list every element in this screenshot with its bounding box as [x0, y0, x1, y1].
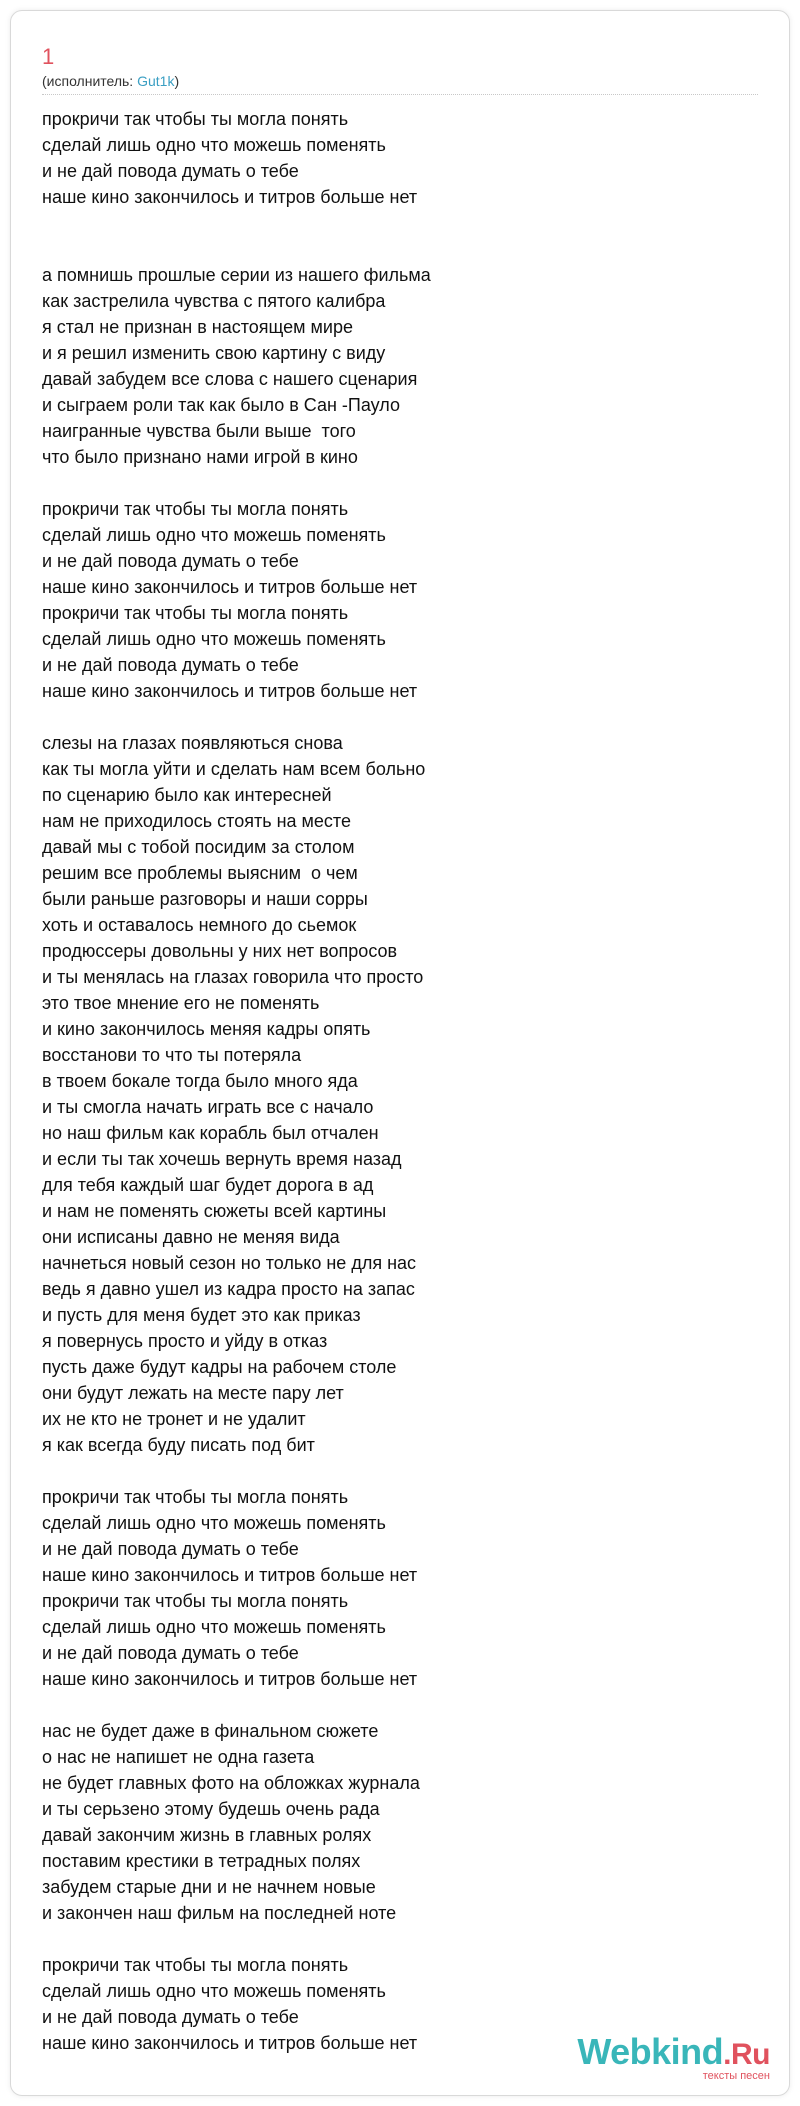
lyric-line: не будет главных фото на обложках журнала [42, 1773, 420, 1793]
lyric-line: сделай лишь одно что можешь поменять [42, 525, 386, 545]
lyric-line: наше кино закончилось и титров больше нет [42, 1565, 418, 1585]
lyric-line: прокричи так чтобы ты могла понять [42, 603, 349, 623]
logo-wordmark [577, 2032, 770, 2075]
lyric-line: для тебя каждый шаг будет дорога в ад [42, 1175, 374, 1195]
lyric-line: и не дай повода думать о тебе [42, 655, 299, 675]
lyric-line: нам не приходилось стоять на месте [42, 811, 351, 831]
lyric-line: я повернусь просто и уйду в отказ [42, 1331, 328, 1351]
lyric-line: пусть даже будут кадры на рабочем столе [42, 1357, 397, 1377]
lyric-line: по сценарию было как интересней [42, 785, 332, 805]
lyric-line: что было признано нами игрой в кино [42, 447, 358, 467]
logo-web-text: Web [577, 2031, 652, 2072]
logo-tagline: тексты песен [702, 2070, 770, 2082]
lyric-line: были раньше разговоры и наши сорры [42, 889, 368, 909]
lyric-line: хоть и оставалось немного до сьемок [42, 915, 357, 935]
lyric-line: и пусть для меня будет это как приказ [42, 1305, 361, 1325]
lyric-line: сделай лишь одно что можешь поменять [42, 1617, 386, 1637]
artist-suffix: ) [174, 73, 180, 89]
lyric-line: восстанови то что ты потеряла [42, 1045, 302, 1065]
lyrics-body [42, 106, 762, 2056]
lyric-line: как ты могла уйти и сделать нам всем больно [42, 759, 426, 779]
lyric-line: наше кино закончилось и титров больше нет [42, 1669, 418, 1689]
lyric-line: а помнишь прошлые серии из нашего фильма [42, 265, 431, 285]
lyric-line: я как всегда буду писать под бит [42, 1435, 315, 1455]
lyric-line: и не дай повода думать о тебе [42, 551, 299, 571]
lyric-line: и закончен наш фильм на последней ноте [42, 1903, 397, 1923]
lyric-blank-line [42, 236, 762, 262]
lyric-line: поставим крестики в тетрадных полях [42, 1851, 361, 1871]
lyric-line: в твоем бокале тогда было много яда [42, 1071, 358, 1091]
lyric-line: это твое мнение его не поменять [42, 993, 320, 1013]
lyric-line: наше кино закончилось и титров больше нет [42, 187, 418, 207]
logo-ru-text: .Ru [723, 2038, 770, 2071]
lyric-line: но наш фильм как корабль был отчален [42, 1123, 379, 1143]
lyric-line: и не дай повода думать о тебе [42, 2007, 299, 2027]
lyric-line: забудем старые дни и не начнем новые [42, 1877, 376, 1897]
song-title: 1 [42, 44, 55, 69]
lyric-line: и ты серьзено этому будешь очень рада [42, 1799, 380, 1819]
lyric-line: я стал не признан в настоящем мире [42, 317, 353, 337]
lyric-line: продюссеры довольны у них нет вопросов [42, 941, 398, 961]
lyric-line: и кино закончилось меняя кадры опять [42, 1019, 371, 1039]
lyric-line: наше кино закончилось и титров больше нет [42, 577, 418, 597]
lyric-line: и я решил изменить свою картину с виду [42, 343, 386, 363]
lyric-line: решим все проблемы выясним о чем [42, 863, 358, 883]
artist-line [42, 72, 179, 90]
lyric-line: сделай лишь одно что можешь поменять [42, 135, 386, 155]
lyric-line: нас не будет даже в финальном сюжете [42, 1721, 379, 1741]
lyric-line: и не дай повода думать о тебе [42, 1643, 299, 1663]
lyric-line: ведь я давно ушел из кадра просто на запас [42, 1279, 415, 1299]
lyric-line: как застрелила чувства с пятого калибра [42, 291, 386, 311]
lyric-line: сделай лишь одно что можешь поменять [42, 1513, 386, 1533]
artist-link[interactable]: Gut1k [137, 73, 175, 89]
lyric-blank-line [42, 1692, 762, 1718]
lyric-line: наше кино закончилось и титров больше нет [42, 2033, 418, 2053]
webkind-logo[interactable] [570, 2032, 770, 2084]
lyric-line: прокричи так чтобы ты могла понять [42, 1591, 349, 1611]
lyric-line: и ты менялась на глазах говорила что просто [42, 967, 424, 987]
lyric-line: сделай лишь одно что можешь поменять [42, 1981, 386, 2001]
lyric-line: они будут лежать на месте пару лет [42, 1383, 344, 1403]
lyric-line: и ты смогла начать играть все с начало [42, 1097, 374, 1117]
artist-prefix: (исполнитель: [42, 73, 138, 89]
logo-kind-text: kind [651, 2031, 724, 2072]
lyric-line: и сыграем роли так как было в Сан -Пауло [42, 395, 400, 415]
lyric-line: и не дай повода думать о тебе [42, 1539, 299, 1559]
lyric-line: сделай лишь одно что можешь поменять [42, 629, 386, 649]
lyric-line: давай забудем все слова с нашего сценария [42, 369, 418, 389]
lyric-line: прокричи так чтобы ты могла понять [42, 499, 349, 519]
lyric-line: начнеться новый сезон но только не для нас [42, 1253, 417, 1273]
lyric-line: наигранные чувства были выше того [42, 421, 356, 441]
lyric-line: наше кино закончилось и титров больше нет [42, 681, 418, 701]
header-divider [42, 94, 758, 95]
lyric-blank-line [42, 210, 762, 236]
lyric-line: прокричи так чтобы ты могла понять [42, 1955, 349, 1975]
lyric-line: слезы на глазах появляються снова [42, 733, 343, 753]
lyric-line: и нам не поменять сюжеты всей картины [42, 1201, 387, 1221]
lyric-line: они исписаны давно не меняя вида [42, 1227, 340, 1247]
lyric-line: и если ты так хочешь вернуть время назад [42, 1149, 402, 1169]
lyric-line: прокричи так чтобы ты могла понять [42, 1487, 349, 1507]
lyric-line: и не дай повода думать о тебе [42, 161, 299, 181]
lyric-blank-line [42, 1926, 762, 1952]
lyric-blank-line [42, 1458, 762, 1484]
lyric-blank-line [42, 704, 762, 730]
lyric-line: их не кто не тронет и не удалит [42, 1409, 306, 1429]
lyric-line: давай закончим жизнь в главных ролях [42, 1825, 372, 1845]
lyric-blank-line [42, 470, 762, 496]
lyric-line: прокричи так чтобы ты могла понять [42, 109, 349, 129]
lyric-line: о нас не напишет не одна газета [42, 1747, 315, 1767]
lyric-line: давай мы с тобой посидим за столом [42, 837, 355, 857]
